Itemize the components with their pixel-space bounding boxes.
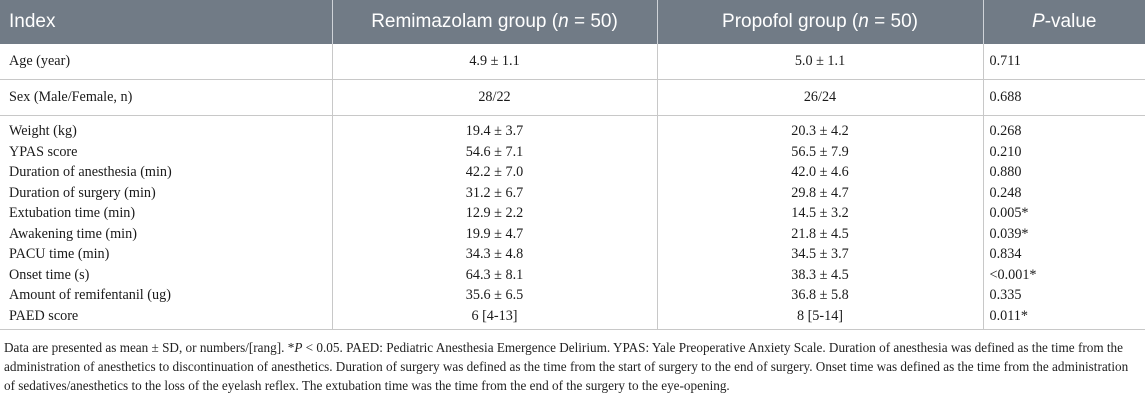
row-label: Duration of anesthesia (min) xyxy=(0,162,332,183)
remimazolam-value: 19.9 ± 4.7 xyxy=(332,224,657,245)
propofol-value: 14.5 ± 3.2 xyxy=(657,203,983,224)
p-value: 0.880 xyxy=(989,164,1022,180)
remimazolam-value: 64.3 ± 8.1 xyxy=(332,265,657,286)
p-value: 0.248 xyxy=(989,184,1022,201)
table-row xyxy=(0,244,1145,265)
header-p-value: P-value xyxy=(983,0,1145,44)
header-row xyxy=(0,0,1145,44)
p-value: 0.834 xyxy=(989,246,1022,262)
propofol-value: 21.8 ± 4.5 xyxy=(657,224,983,245)
remimazolam-value: 28/22 xyxy=(332,80,657,116)
propofol-value: 34.5 ± 3.7 xyxy=(657,244,983,265)
table-row xyxy=(0,285,1145,306)
row-label: Extubation time (min) xyxy=(0,203,332,224)
p-value: 0.210 xyxy=(989,143,1022,160)
row-label: Onset time (s) xyxy=(0,265,332,286)
remimazolam-value: 34.3 ± 4.8 xyxy=(332,244,657,265)
row-label: Weight (kg) xyxy=(0,116,332,142)
p-value: 0.711 xyxy=(983,44,1145,80)
table-row xyxy=(0,44,1145,80)
remimazolam-value: 31.2 ± 6.7 xyxy=(332,183,657,204)
remimazolam-value: 42.2 ± 7.0 xyxy=(332,162,657,183)
table-row xyxy=(0,306,1145,330)
propofol-value: 38.3 ± 4.5 xyxy=(657,265,983,286)
table-body xyxy=(0,44,1145,330)
propofol-value: 8 [5-14] xyxy=(657,306,983,330)
row-label: Age (year) xyxy=(0,44,332,80)
table-row xyxy=(0,116,1145,142)
propofol-value: 5.0 ± 1.1 xyxy=(657,44,983,80)
table-row xyxy=(0,183,1145,204)
p-value: 0.005* xyxy=(989,205,1029,221)
p-value: 0.011* xyxy=(983,306,1145,330)
p-value: 0.688 xyxy=(983,80,1145,116)
remimazolam-value: 6 [4-13] xyxy=(332,306,657,330)
table-row xyxy=(0,162,1145,183)
p-value: 0.039* xyxy=(989,225,1029,242)
p-value: <0.001* xyxy=(989,266,1037,283)
row-label: Duration of surgery (min) xyxy=(0,183,332,204)
table-row xyxy=(0,265,1145,286)
row-label: PAED score xyxy=(0,306,332,330)
table-row xyxy=(0,224,1145,245)
propofol-value: 56.5 ± 7.9 xyxy=(657,142,983,163)
table-row xyxy=(0,142,1145,163)
row-label: PACU time (min) xyxy=(0,244,332,265)
p-value: 0.268 xyxy=(989,123,1022,139)
row-label: Amount of remifentanil (ug) xyxy=(0,285,332,306)
propofol-value: 20.3 ± 4.2 xyxy=(657,116,983,142)
propofol-value: 26/24 xyxy=(657,80,983,116)
remimazolam-value: 35.6 ± 6.5 xyxy=(332,285,657,306)
p-value: 0.335 xyxy=(989,287,1022,303)
header-index: Index xyxy=(0,0,332,44)
header-propofol: Propofol group (n = 50) xyxy=(657,0,983,44)
propofol-value: 42.0 ± 4.6 xyxy=(657,162,983,183)
table-footnote: Data are presented as mean ± SD, or numbers/[rang]. *P < 0.05. PAED: Pediatric Anesthesia Emergence Delirium. YPAS: Yale Preoperative Anxiety Scale. Duration of anesthesia was defined as the time from the administration of anesthetics to discontinuation of anesthetics. Duration of surgery was defined as the time from the start of surgery to the end of surgery. Onset time was defined as the time from the administration of sedatives/anesthetics to the loss of the eyelash reflex. The extubation time was the time from the end of the surgery to the eye-opening. xyxy=(4,340,1129,393)
remimazolam-value: 12.9 ± 2.2 xyxy=(332,203,657,224)
table-row xyxy=(0,203,1145,224)
row-label: Sex (Male/Female, n) xyxy=(0,80,332,116)
remimazolam-value: 19.4 ± 3.7 xyxy=(332,116,657,142)
table-header xyxy=(0,0,1145,44)
propofol-value: 29.8 ± 4.7 xyxy=(657,183,983,204)
header-remimazolam: Remimazolam group (n = 50) xyxy=(332,0,657,44)
table-row xyxy=(0,80,1145,116)
row-label: Awakening time (min) xyxy=(0,224,332,245)
propofol-value: 36.8 ± 5.8 xyxy=(657,285,983,306)
row-label: YPAS score xyxy=(0,142,332,163)
remimazolam-value: 54.6 ± 7.1 xyxy=(332,142,657,163)
remimazolam-value: 4.9 ± 1.1 xyxy=(332,44,657,80)
